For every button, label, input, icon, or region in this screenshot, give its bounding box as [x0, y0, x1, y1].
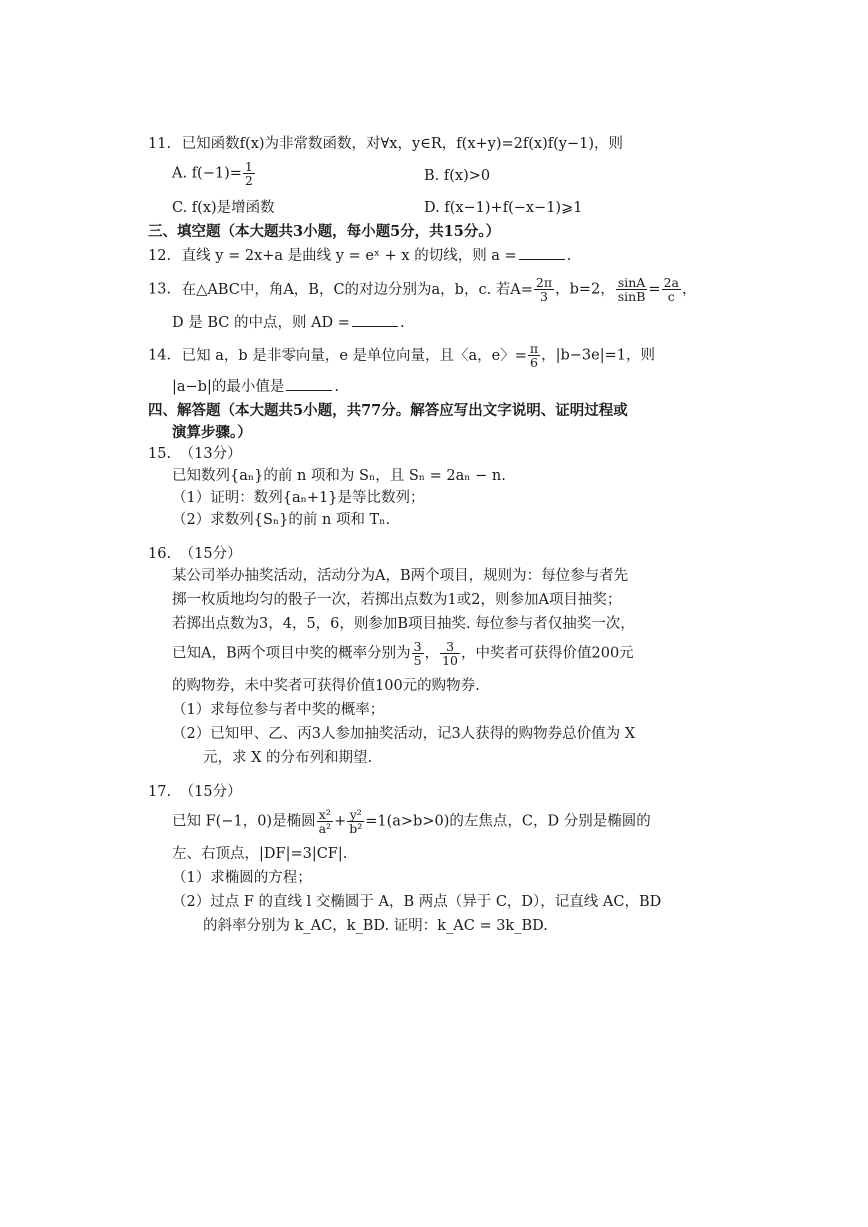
q16-part2-line1: （2）已知甲、乙、丙3人参加抽奖活动，记3人获得的购物券总价值为 X — [172, 726, 636, 742]
section-4-heading-line2: 演算步骤。） — [172, 424, 252, 441]
q16-fraction-a — [412, 640, 424, 667]
q14-end: . — [334, 379, 339, 395]
q15-stem: 已知数列{aₙ}的前 n 项和为 Sₙ，且 Sₙ = 2aₙ − n. — [172, 468, 506, 484]
q11-stem-line — [148, 136, 623, 153]
q16-line4 — [172, 640, 634, 667]
q13-line1 — [148, 276, 696, 303]
q16-line5: 的购物券，未中奖者可获得价值100元的购物券. — [172, 678, 480, 694]
q16-part2-line2: 元，求 X 的分布列和期望. — [203, 750, 373, 766]
q15-header — [148, 446, 242, 463]
q12-answer-blank — [519, 247, 565, 260]
q16-fraction-a-num: 3 — [413, 639, 422, 654]
q15-part2: （2）求数列{Sₙ}的前 n 项和 Tₙ. — [172, 512, 391, 528]
q14-line2-text: |a−b|的最小值是 — [172, 379, 285, 395]
q17-score: （15分） — [179, 784, 242, 800]
q13-fraction-ratio-den: c — [667, 289, 675, 305]
q17-plus: + — [334, 813, 347, 830]
q14-number: 14. — [148, 347, 172, 364]
q11-stem: 已知函数f(x)为非常数函数，对∀x，y∈R，f(x+y)=2f(x)f(y−1)，则 — [181, 136, 623, 152]
q13-text4: ， — [681, 281, 697, 298]
q12-number: 12. — [148, 248, 172, 264]
q14-fraction — [528, 342, 540, 369]
q14-answer-blank — [286, 378, 332, 391]
q17-line1 — [172, 808, 651, 835]
q13-fraction-ratio — [662, 276, 681, 303]
q13-number: 13. — [148, 281, 172, 298]
q17-part1: （1）求椭圆的方程； — [172, 870, 312, 886]
q16-header — [148, 546, 242, 563]
q13-fraction-angle-num: 2π — [535, 275, 553, 290]
q13-fraction-sin-den: sinB — [617, 289, 646, 305]
q17-fraction-x — [317, 808, 333, 835]
q17-line2: 左、右顶点，|DF|=3|CF|. — [172, 846, 348, 862]
q14-text2: ，|b−3e|=1，则 — [541, 347, 655, 364]
q11-option-a-fraction — [243, 160, 255, 187]
q12-end: . — [566, 248, 572, 264]
q14-fraction-den: 6 — [530, 355, 538, 371]
q11-option-d: D. f(x−1)+f(−x−1)⩾1 — [424, 200, 583, 216]
q16-line2: 掷一枚质地均匀的骰子一次，若掷出点数为1或2，则参加A项目抽奖； — [172, 592, 622, 608]
q17-part2-line2: 的斜率分别为 k_AC，k_BD. 证明：k_AC = 3k_BD. — [203, 918, 548, 934]
q15-score: （13分） — [179, 446, 242, 462]
q11-option-a-denominator: 2 — [244, 173, 253, 189]
q13-end: . — [399, 315, 405, 331]
q17-line1-text-a: 已知 F(−1，0)是椭圆 — [172, 813, 316, 830]
q16-number: 16. — [148, 546, 172, 562]
q11-option-b: B. f(x)>0 — [424, 168, 491, 184]
q17-number: 17. — [148, 784, 172, 800]
q16-fraction-b — [440, 640, 460, 667]
q17-fraction-x-den: a² — [318, 821, 332, 837]
q11-option-c: C. f(x)是增函数 — [172, 200, 275, 216]
q13-fraction-sin — [616, 276, 648, 303]
q17-fraction-x-num: x² — [317, 808, 333, 822]
q11-option-a-text: A. f(−1)= — [172, 165, 242, 182]
section-3-heading: 三、填空题（本大题共3小题，每小题5分，共15分。） — [148, 223, 501, 240]
q13-text2: ，b=2， — [555, 281, 615, 298]
q13-line2 — [172, 314, 405, 332]
q14-line2 — [172, 378, 339, 396]
q17-header — [148, 784, 242, 801]
q16-fraction-a-den: 5 — [413, 653, 422, 669]
q12-text: 直线 y = 2x+a 是曲线 y = eˣ + x 的切线，则 a = — [181, 248, 517, 264]
q16-part1: （1）求每位参与者中奖的概率； — [172, 702, 385, 718]
q16-score: （15分） — [179, 546, 242, 562]
q16-line4-text-c: ，中奖者可获得价值200元 — [461, 645, 634, 662]
q13-line2-text: D 是 BC 的中点，则 AD = — [172, 315, 350, 331]
q13-fraction-angle — [534, 276, 554, 303]
q17-fraction-y-den: b² — [349, 821, 363, 837]
q16-line1: 某公司举办抽奖活动，活动分为A，B两个项目，规则为：每位参与者先 — [172, 568, 629, 584]
q16-line4-text-b: ， — [424, 645, 440, 662]
q17-part2-line1: （2）过点 F 的直线 l 交椭圆于 A，B 两点（异于 C，D），记直线 AC，BD — [172, 894, 662, 910]
section-4-heading-line1: 四、解答题（本大题共5小题，共77分。解答应写出文字说明、证明过程或 — [148, 402, 628, 419]
q17-line1-text-b: =1(a>b>0)的左焦点，C，D 分别是椭圆的 — [365, 813, 651, 830]
q13-fraction-ratio-num: 2a — [663, 275, 679, 290]
q12-line — [148, 247, 571, 265]
q14-fraction-num: π — [529, 341, 539, 356]
q13-text3: = — [648, 281, 661, 298]
q16-line4-text-a: 已知A，B两个项目中奖的概率分别为 — [172, 645, 411, 662]
q11-option-a — [172, 160, 256, 187]
q11-number: 11. — [148, 136, 172, 152]
q13-answer-blank — [352, 314, 398, 327]
q16-fraction-b-num: 3 — [440, 640, 460, 654]
q15-number: 15. — [148, 446, 172, 462]
q16-line3: 若掷出点数为3，4，5，6，则参加B项目抽奖. 每位参与者仅抽奖一次， — [172, 616, 635, 632]
q13-fraction-angle-den: 3 — [540, 289, 548, 305]
q15-part1: （1）证明：数列{aₙ+1}是等比数列； — [172, 490, 425, 506]
q17-fraction-y-num: y² — [347, 808, 364, 822]
q16-fraction-b-den: 10 — [442, 653, 458, 669]
q13-fraction-sin-num: sinA — [616, 276, 648, 290]
q11-option-a-numerator: 1 — [244, 159, 253, 174]
q17-fraction-y — [347, 808, 364, 835]
q14-line1 — [148, 342, 655, 369]
q14-text1: 已知 a，b 是非零向量，e 是单位向量，且〈a，e〉= — [181, 347, 527, 364]
q13-text1: 在△ABC中，角A，B，C的对边分别为a，b，c. 若A= — [181, 281, 533, 298]
